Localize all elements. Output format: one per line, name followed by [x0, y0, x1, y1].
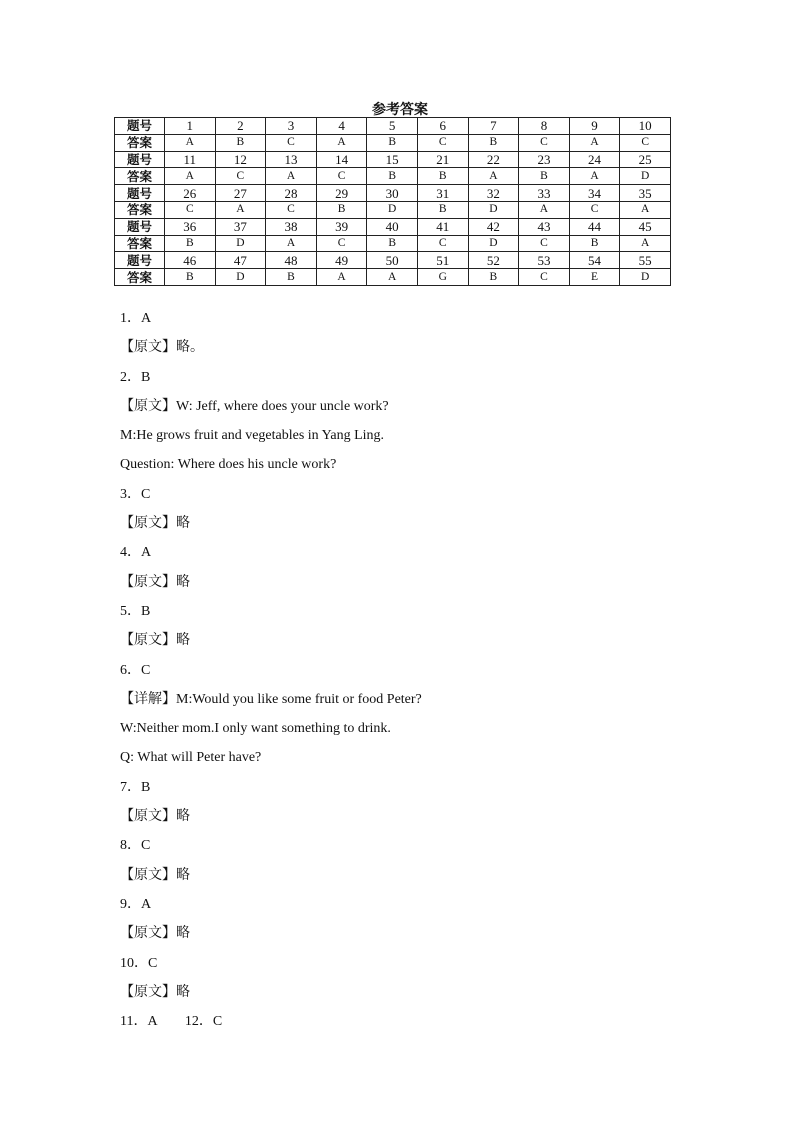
question-number-cell: 23 — [519, 151, 570, 168]
answer-cell: B — [266, 269, 317, 286]
answer-cell: B — [468, 269, 519, 286]
question-number-cell: 11 — [165, 151, 216, 168]
question-number-cell: 25 — [620, 151, 671, 168]
explanation-line: 7．B — [120, 779, 151, 795]
explanation-line: 【原文】略。 — [120, 340, 204, 356]
answer-cell: B — [417, 168, 468, 185]
answer-cell: C — [519, 235, 570, 252]
row-label: 答案 — [115, 168, 165, 185]
explanation-line: 【详解】M:Would you like some fruit or food Peter? — [120, 691, 422, 707]
row-label: 答案 — [115, 269, 165, 286]
question-number-cell: 5 — [367, 118, 418, 135]
question-number-cell: 24 — [569, 151, 620, 168]
answer-row — [115, 269, 671, 286]
answer-row — [115, 134, 671, 151]
answer-cell: D — [468, 201, 519, 218]
question-number-cell: 40 — [367, 218, 418, 235]
row-label: 答案 — [115, 201, 165, 218]
answer-cell: B — [316, 201, 367, 218]
answer-cell: B — [367, 168, 418, 185]
answer-cell: C — [165, 201, 216, 218]
answer-cell: A — [316, 134, 367, 151]
explanation-line: 5．B — [120, 603, 151, 619]
question-number-row — [115, 218, 671, 235]
answer-cell: B — [165, 235, 216, 252]
page-title: 参考答案 — [372, 102, 428, 118]
answer-cell: A — [165, 168, 216, 185]
question-number-cell: 39 — [316, 218, 367, 235]
answer-cell: A — [266, 168, 317, 185]
answer-cell: D — [215, 235, 266, 252]
question-number-cell: 31 — [417, 185, 468, 202]
question-number-cell: 33 — [519, 185, 570, 202]
question-number-cell: 43 — [519, 218, 570, 235]
explanation-line: 3．C — [120, 486, 151, 502]
explanation-line: 【原文】略 — [120, 809, 190, 825]
explanation-line: 10．C — [120, 955, 158, 971]
answer-cell: C — [316, 235, 367, 252]
row-label: 答案 — [115, 235, 165, 252]
explanation-line: 【原文】略 — [120, 516, 190, 532]
question-number-cell: 26 — [165, 185, 216, 202]
question-number-cell: 51 — [417, 252, 468, 269]
question-number-cell: 15 — [367, 151, 418, 168]
question-number-cell: 21 — [417, 151, 468, 168]
explanation-line: 4．A — [120, 545, 152, 561]
explanation-line: 8．C — [120, 838, 151, 854]
explanation-line: W:Neither mom.I only want something to drink. — [120, 721, 391, 737]
question-number-cell: 3 — [266, 118, 317, 135]
answer-row — [115, 235, 671, 252]
question-number-row — [115, 151, 671, 168]
question-number-cell: 10 — [620, 118, 671, 135]
explanation-line: 【原文】略 — [120, 984, 190, 1000]
answer-cell: B — [367, 134, 418, 151]
answer-cell: A — [316, 269, 367, 286]
question-number-cell: 46 — [165, 252, 216, 269]
question-number-cell: 38 — [266, 218, 317, 235]
answer-cell: A — [569, 168, 620, 185]
answer-cell: C — [569, 201, 620, 218]
explanation-line: Question: Where does his uncle work? — [120, 457, 337, 473]
answer-cell: B — [468, 134, 519, 151]
question-number-cell: 37 — [215, 218, 266, 235]
question-number-cell: 47 — [215, 252, 266, 269]
row-label: 题号 — [115, 118, 165, 135]
question-number-cell: 41 — [417, 218, 468, 235]
answer-cell: C — [519, 269, 570, 286]
answer-cell: D — [215, 269, 266, 286]
question-number-cell: 36 — [165, 218, 216, 235]
answer-cell: A — [215, 201, 266, 218]
answer-cell: C — [215, 168, 266, 185]
explanation-line: 【原文】略 — [120, 926, 190, 942]
answer-cell: A — [620, 235, 671, 252]
question-number-row — [115, 185, 671, 202]
answer-table-body — [115, 118, 671, 286]
answer-cell: C — [519, 134, 570, 151]
question-number-cell: 32 — [468, 185, 519, 202]
question-number-cell: 34 — [569, 185, 620, 202]
answer-cell: A — [468, 168, 519, 185]
question-number-cell: 54 — [569, 252, 620, 269]
question-number-cell: 53 — [519, 252, 570, 269]
question-number-cell: 27 — [215, 185, 266, 202]
answer-cell: B — [165, 269, 216, 286]
explanation-line: 【原文】略 — [120, 633, 190, 649]
explanation-line: 1．A — [120, 311, 152, 326]
question-number-row — [115, 252, 671, 269]
question-number-cell: 42 — [468, 218, 519, 235]
explanation-line: 【原文】略 — [120, 867, 190, 883]
explanation-line: 【原文】W: Jeff, where does your uncle work? — [120, 398, 389, 414]
row-label: 题号 — [115, 185, 165, 202]
answer-cell: D — [468, 235, 519, 252]
question-number-cell: 28 — [266, 185, 317, 202]
answer-cell: E — [569, 269, 620, 286]
question-number-cell: 29 — [316, 185, 367, 202]
answer-cell: C — [417, 134, 468, 151]
answer-cell: C — [266, 201, 317, 218]
question-number-cell: 50 — [367, 252, 418, 269]
question-number-cell: 30 — [367, 185, 418, 202]
explanation-line: M:He grows fruit and vegetables in Yang Ling. — [120, 428, 385, 444]
question-number-cell: 49 — [316, 252, 367, 269]
answer-cell: A — [519, 201, 570, 218]
answer-cell: B — [417, 201, 468, 218]
question-number-cell: 6 — [417, 118, 468, 135]
answer-cell: C — [620, 134, 671, 151]
explanation-line: 6．C — [120, 662, 151, 678]
answer-cell: B — [215, 134, 266, 151]
row-label: 题号 — [115, 151, 165, 168]
answer-cell: A — [165, 134, 216, 151]
question-number-row — [115, 118, 671, 135]
question-number-cell: 48 — [266, 252, 317, 269]
explanation-line: 【原文】略 — [120, 574, 190, 590]
answer-row — [115, 168, 671, 185]
question-number-cell: 14 — [316, 151, 367, 168]
explanation-list — [120, 309, 720, 1041]
question-number-cell: 44 — [569, 218, 620, 235]
answer-cell: D — [620, 168, 671, 185]
question-number-cell: 45 — [620, 218, 671, 235]
row-label: 答案 — [115, 134, 165, 151]
question-number-cell: 22 — [468, 151, 519, 168]
answer-cell: A — [569, 134, 620, 151]
explanation-line: 2．B — [120, 369, 151, 385]
answer-cell: C — [316, 168, 367, 185]
question-number-cell: 7 — [468, 118, 519, 135]
question-number-cell: 1 — [165, 118, 216, 135]
question-number-cell: 8 — [519, 118, 570, 135]
question-number-cell: 55 — [620, 252, 671, 269]
answer-cell: B — [519, 168, 570, 185]
question-number-cell: 35 — [620, 185, 671, 202]
row-label: 题号 — [115, 252, 165, 269]
answer-cell: D — [367, 201, 418, 218]
row-label: 题号 — [115, 218, 165, 235]
question-number-cell: 9 — [569, 118, 620, 135]
explanation-line: 9．A — [120, 896, 152, 912]
answer-cell: G — [417, 269, 468, 286]
answer-cell: C — [417, 235, 468, 252]
answer-cell: A — [266, 235, 317, 252]
answer-cell: C — [266, 134, 317, 151]
answer-cell: A — [367, 269, 418, 286]
answer-table — [114, 117, 671, 286]
answer-cell: A — [620, 201, 671, 218]
explanation-line: 11．A 12．C — [120, 1014, 223, 1030]
question-number-cell: 52 — [468, 252, 519, 269]
answer-cell: B — [367, 235, 418, 252]
answer-row — [115, 201, 671, 218]
question-number-cell: 4 — [316, 118, 367, 135]
explanation-line: Q: What will Peter have? — [120, 750, 262, 766]
answer-cell: D — [620, 269, 671, 286]
question-number-cell: 13 — [266, 151, 317, 168]
answer-cell: B — [569, 235, 620, 252]
question-number-cell: 12 — [215, 151, 266, 168]
question-number-cell: 2 — [215, 118, 266, 135]
